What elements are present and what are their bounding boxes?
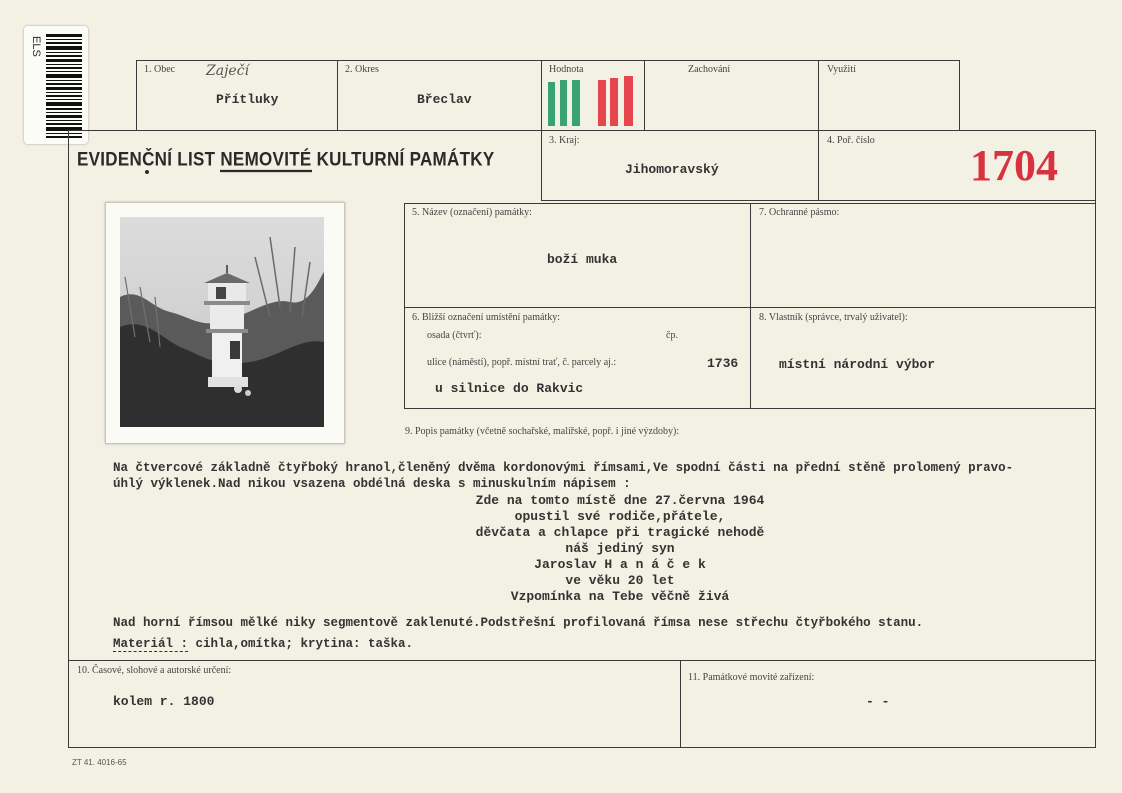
- popis-line-3: Nad horní římsou mělké niky segmentově zaklenuté.Podstřešní profilovaná římsa nese střechu čtyřbokého stanu.: [113, 616, 924, 630]
- umisteni-label: 6. Bližší označení umístění památky:: [412, 312, 561, 323]
- inscription-line-3: děvčata a chlapce při tragické nehodě: [475, 525, 765, 540]
- material-label: Materiál :: [113, 637, 189, 651]
- wayside-shrine-photo-icon: [120, 217, 324, 427]
- inscription-line-6: ve věku 20 let: [565, 573, 675, 588]
- nazev-value: boží muka: [547, 252, 618, 267]
- inscription-line-2: opustil své rodiče,přátele,: [514, 509, 726, 524]
- zachovani-label: Zachování: [688, 64, 731, 75]
- barcode-label: ELS: [30, 36, 42, 57]
- popis-line-1: Na čtvercové základně čtyřboký hranol,členěný dvěma kordonovými římsami,Ve spodní části na přední stěně prolomený pravo-: [113, 461, 1014, 475]
- okres-label: 2. Okres: [345, 64, 379, 75]
- form-title: EVIDENČNÍ LIST NEMOVITÉ KULTURNÍ PAMÁTKY: [77, 148, 495, 171]
- title-ink-dot: [145, 170, 149, 174]
- por-cislo-value: 1704: [970, 141, 1058, 190]
- obec-handwritten: Zaječí: [206, 63, 250, 79]
- zarizeni-value: - -: [866, 694, 890, 709]
- vlastnik-label: 8. Vlastník (správce, trvalý uživatel):: [759, 312, 908, 323]
- material-line: [113, 637, 413, 651]
- vlastnik-value: místní národní výbor: [779, 357, 936, 372]
- material-value: cihla,omítka; krytina: taška.: [188, 637, 414, 651]
- inscription-line-1: Zde na tomto místě dne 27.června 1964: [475, 493, 765, 508]
- inscription-line-5: Jaroslav H a n á č e k: [534, 557, 706, 572]
- inscription-line-4: náš jediný syn: [565, 541, 675, 556]
- osada-label: osada (čtvrť):: [427, 330, 482, 341]
- por-cislo-label: 4. Poř. číslo: [827, 135, 875, 146]
- ulice-label: ulice (náměstí), popř. místní trať, č. parcely aj.:: [427, 357, 617, 368]
- monument-photo: [105, 202, 345, 444]
- hodnota-label: Hodnota: [549, 64, 584, 75]
- umisteni-value: u silnice do Rakvic: [435, 381, 584, 396]
- obec-label: 1. Obec: [144, 64, 176, 75]
- barcode-icon: [46, 34, 82, 138]
- kraj-value: Jihomoravský: [625, 162, 719, 177]
- urceni-value: kolem r. 1800: [113, 694, 215, 709]
- vyuziti-label: Využití: [827, 64, 856, 75]
- nazev-label: 5. Název (označení) památky:: [412, 207, 532, 218]
- zarizeni-label: 11. Památkové movité zařízení:: [688, 672, 815, 683]
- hodnota-stripes: [548, 76, 636, 126]
- popis-line-2: úhlý výklenek.Nad nikou vsazena obdélná deska s minuskulním nápisem :: [113, 477, 631, 491]
- okres-value: Břeclav: [417, 92, 472, 107]
- urceni-label: 10. Časové, slohové a autorské určení:: [77, 665, 232, 676]
- form-code: ZT 41. 4016-65: [72, 758, 127, 767]
- popis-label: 9. Popis památky (včetně sochařské, malířské, popř. i jiné výzdoby):: [405, 426, 680, 437]
- barcode-card: [24, 26, 88, 144]
- obec-value: Přítluky: [216, 92, 279, 107]
- ochranne-pasmo-label: 7. Ochranné pásmo:: [759, 207, 840, 218]
- inscription-line-7: Vzpomínka na Tebe věčně živá: [510, 589, 730, 604]
- kraj-label: 3. Kraj:: [549, 135, 580, 146]
- cp-label: čp.: [666, 330, 678, 341]
- parcela-value: 1736: [707, 356, 739, 371]
